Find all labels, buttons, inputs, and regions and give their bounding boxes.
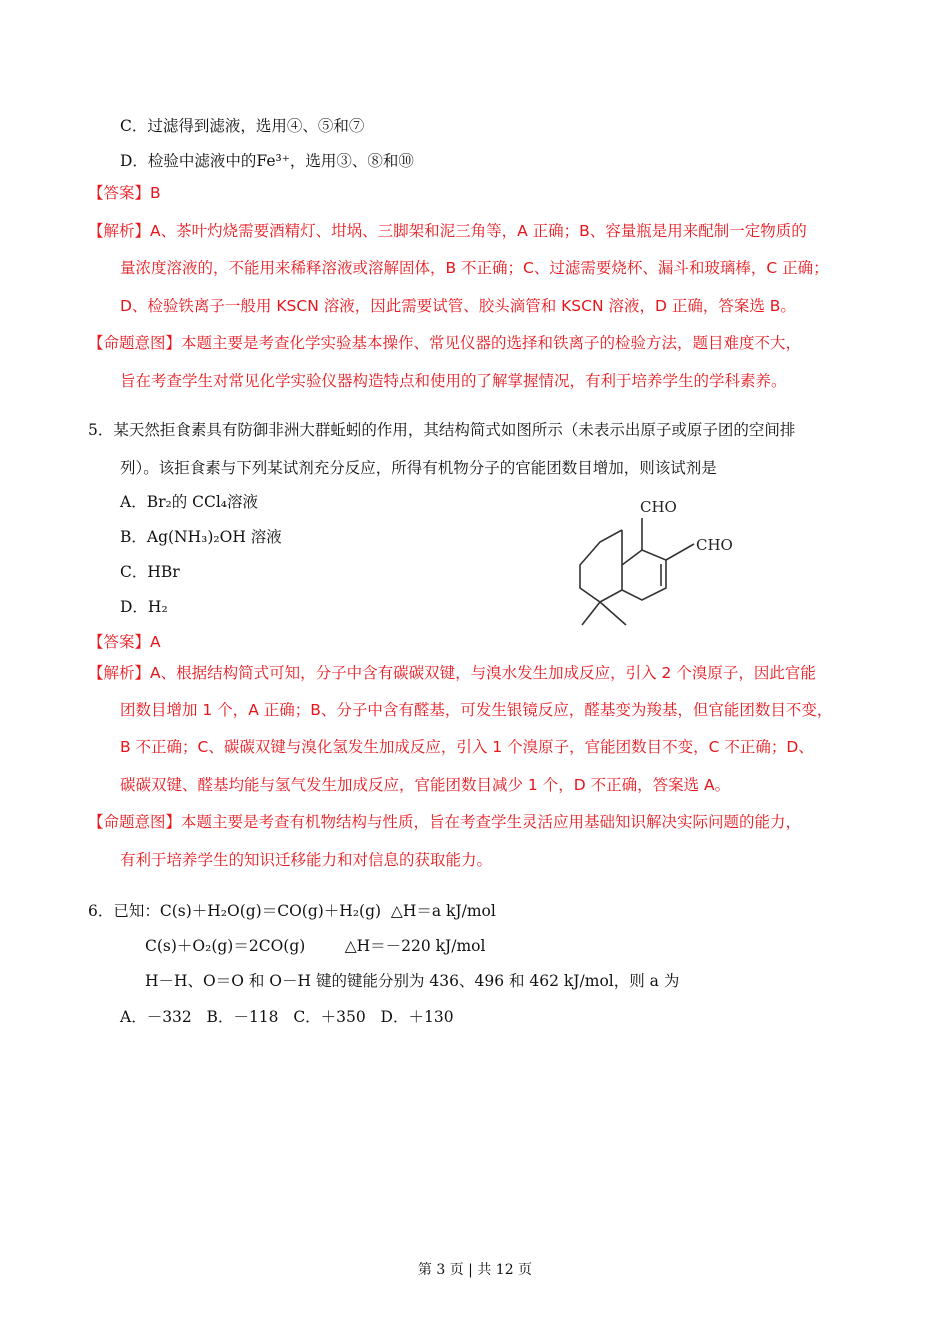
q6-equation-2: C(s)＋O₂(g)＝2CO(g) △H＝－220 kJ/mol: [145, 937, 486, 955]
q5-analysis-line: 碳碳双键、醛基均能与氢气发生加成反应，官能团数目减少 1 个，D 不正确，答案选 A。: [120, 776, 731, 794]
q5-option-d: D．H₂: [120, 598, 168, 616]
q5-intent-line: 【命题意图】本题主要是考查有机物结构与性质，旨在考查学生灵活应用基础知识解决实际问题的能力，: [88, 813, 802, 831]
q4-analysis-line: 量浓度溶液的，不能用来稀释溶液或溶解固体，B 不正确；C、过滤需要烧杯、漏斗和玻璃棒，C 正确；: [120, 259, 829, 277]
q4-intent-line: 【命题意图】本题主要是考查化学实验基本操作、常见仪器的选择和铁离子的检验方法，题目难度不大，: [88, 334, 802, 352]
q5-stem-line: 列）。该拒食素与下列某试剂充分反应，所得有机物分子的官能团数目增加，则该试剂是: [120, 459, 717, 477]
page-footer: 第 3 页 | 共 12 页: [417, 1262, 533, 1278]
molecule-drawing: [570, 490, 750, 630]
cho-label: CHO: [640, 498, 677, 516]
q4-analysis-line: D、检验铁离子一般用 KSCN 溶液，因此需要试管、胶头滴管和 KSCN 溶液，D 正确，答案选 B。: [120, 297, 796, 315]
q5-intent-line: 有利于培养学生的知识迁移能力和对信息的获取能力。: [120, 851, 493, 869]
q5-option-b: B．Ag(NH₃)₂OH 溶液: [120, 528, 282, 546]
q4-option-d: D．检验中滤液中的Fe³⁺，选用③、⑧和⑩: [120, 152, 414, 170]
q4-intent-line: 旨在考查学生对常见化学实验仪器构造特点和使用的了解掌握情况，有利于培养学生的学科素养。: [120, 372, 787, 390]
q6-options: A．－332 B．－118 C．＋350 D．＋130: [120, 1008, 454, 1026]
q5-analysis-line: 【解析】A、根据结构简式可知，分子中含有碳碳双键，与溴水发生加成反应，引入 2 个溴原子，因此官能: [88, 664, 816, 682]
q4-answer: 【答案】B: [88, 184, 161, 202]
q5-option-a: A．Br₂的 CCl₄溶液: [120, 493, 259, 511]
q4-analysis-line: 【解析】A、茶叶灼烧需要酒精灯、坩埚、三脚架和泥三角等，A 正确；B、容量瓶是用来配制一定物质的: [88, 222, 807, 240]
q4-option-c: C．过滤得到滤液，选用④、⑤和⑦: [120, 117, 365, 135]
q5-answer: 【答案】A: [88, 633, 161, 651]
q5-analysis-line: B 不正确；C、碳碳双键与溴化氢发生加成反应，引入 1 个溴原子，官能团数目不变，C 不正确；D、: [120, 738, 814, 756]
q5-stem-line: 5．某天然拒食素具有防御非洲大群蚯蚓的作用，其结构简式如图所示（未表示出原子或原子团的空间排: [88, 421, 796, 439]
q5-option-c: C．HBr: [120, 563, 180, 581]
q6-stem: 6．已知：C(s)＋H₂O(g)＝CO(g)＋H₂(g) △H＝a kJ/mol: [88, 902, 496, 920]
cho-label: CHO: [696, 536, 733, 554]
structural-formula: [570, 490, 750, 630]
q6-bond-energies: H－H、O＝O 和 O－H 键的键能分别为 436、496 和 462 kJ/mol，则 a 为: [145, 972, 680, 990]
q5-analysis-line: 团数目增加 1 个，A 正确；B、分子中含有醛基，可发生银镜反应，醛基变为羧基，但官能团数目不变，: [120, 701, 833, 719]
